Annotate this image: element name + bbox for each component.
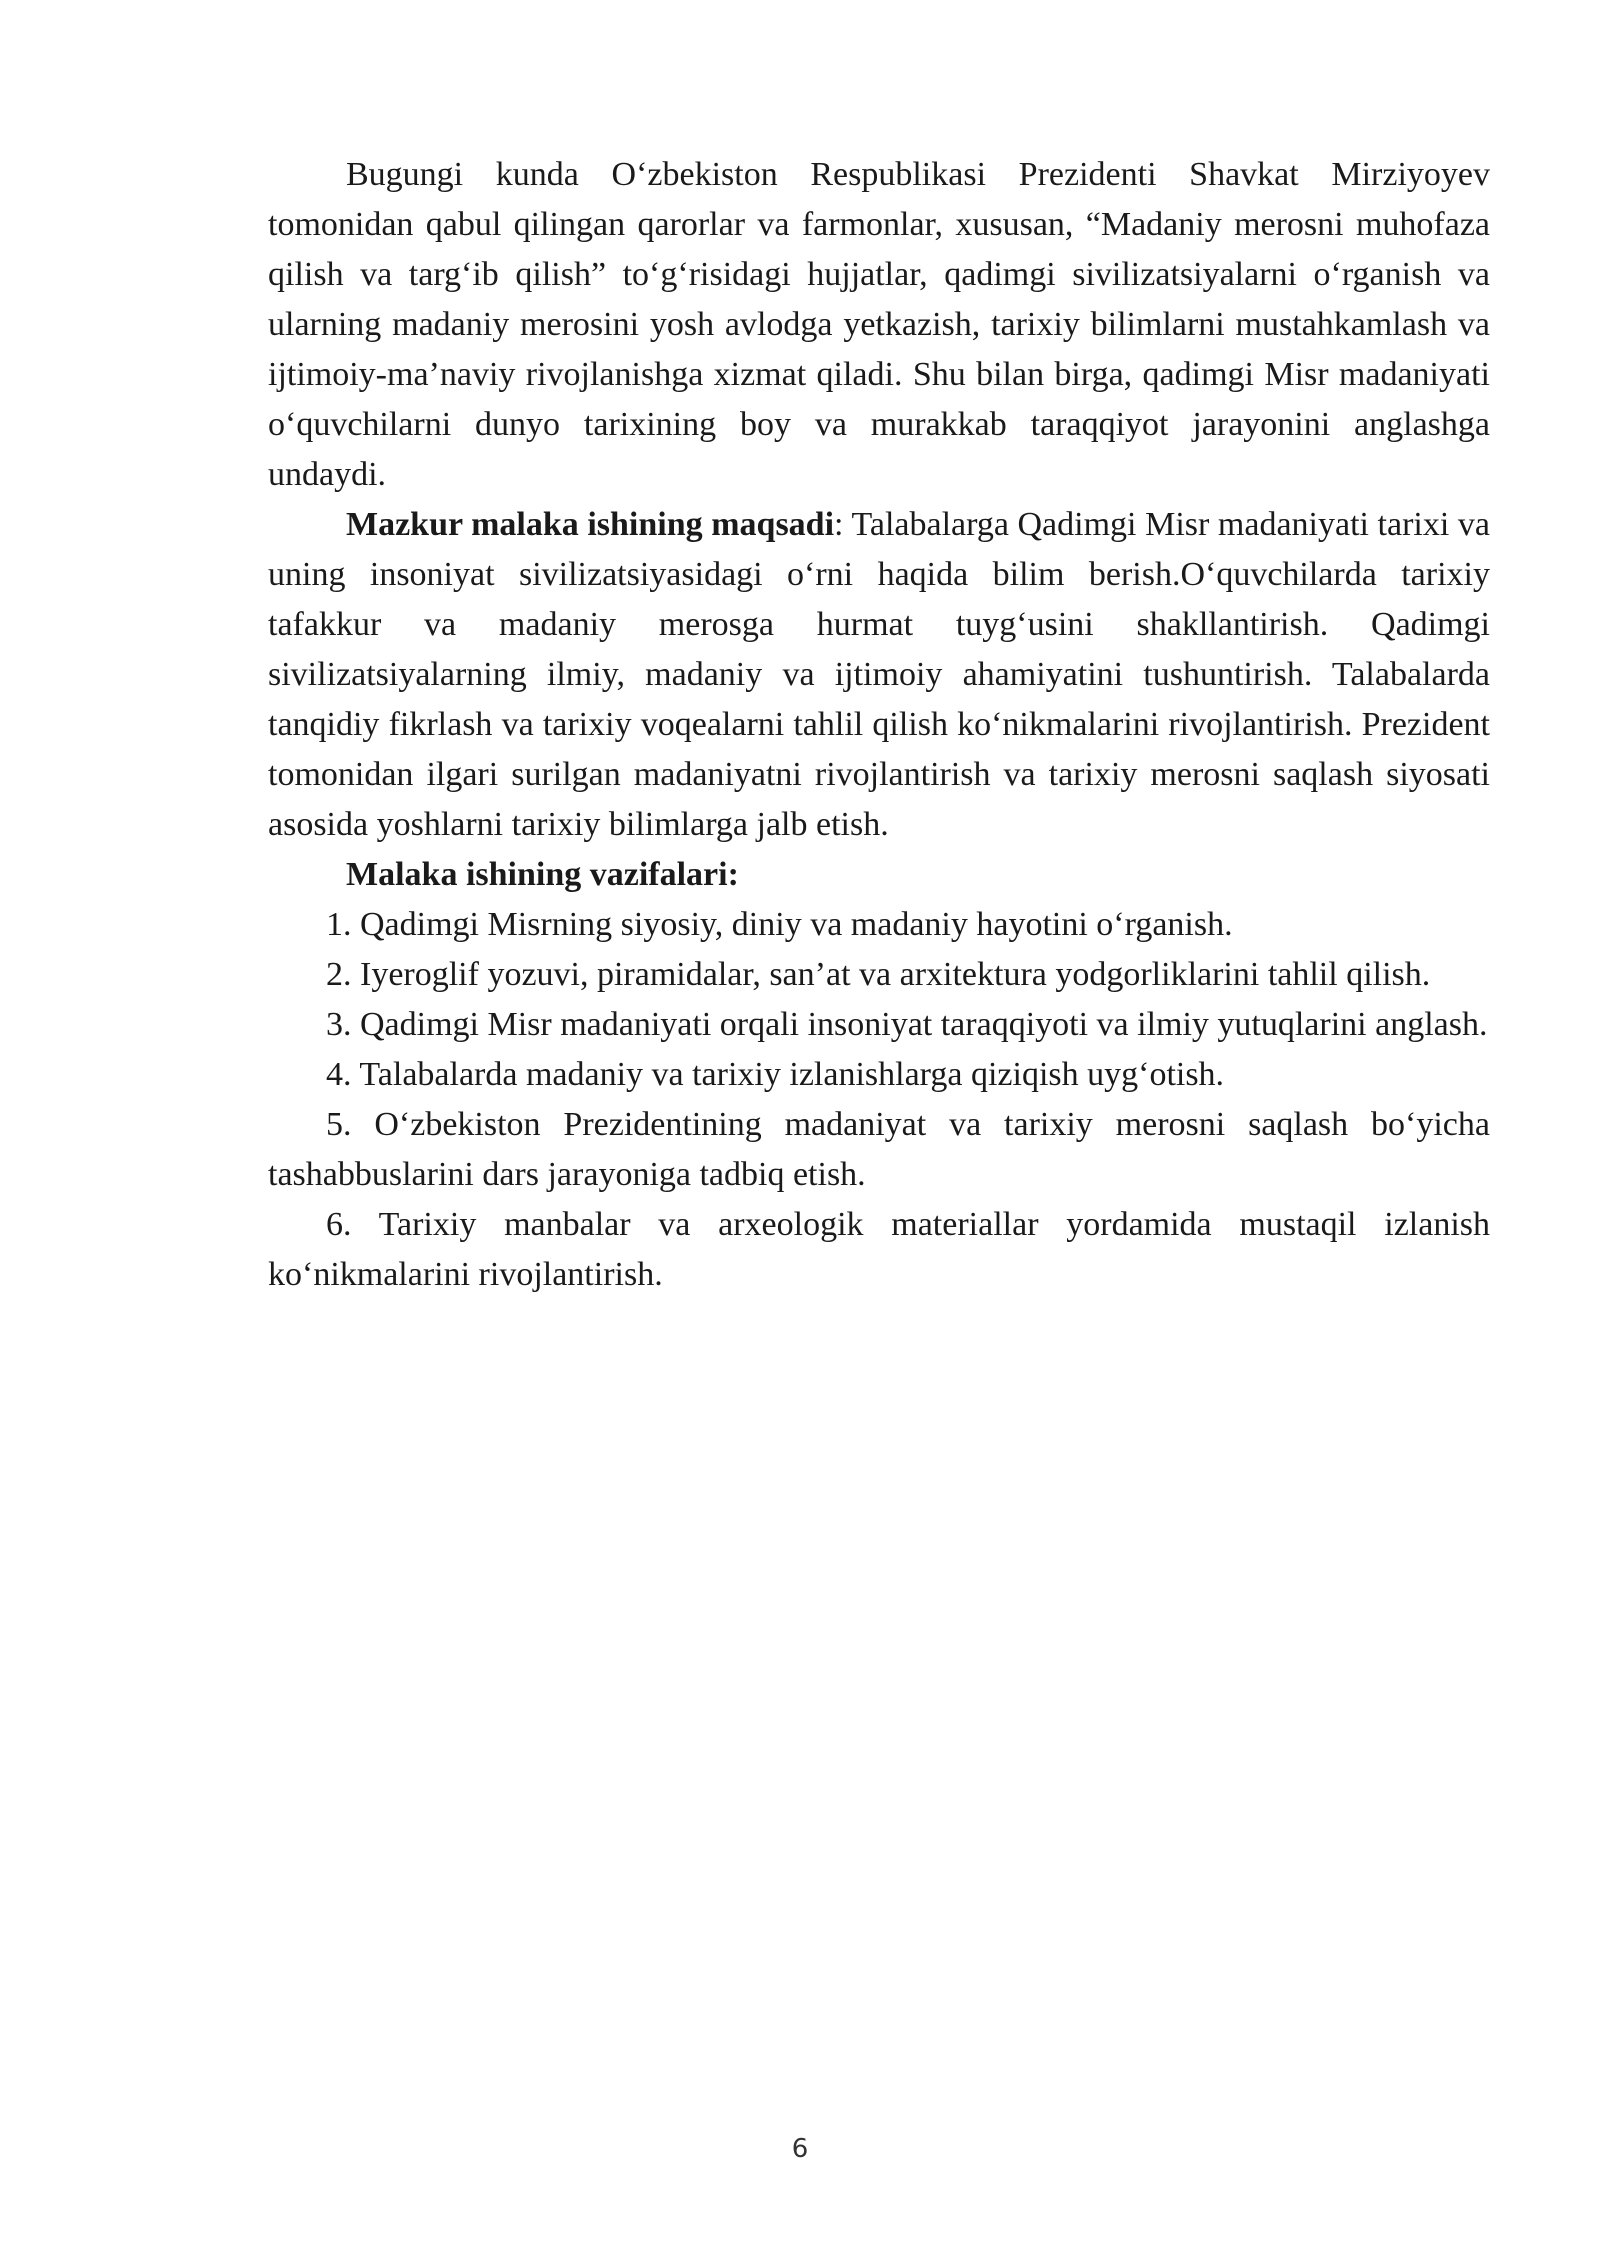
task-item-4: 4. Talabalarda madaniy va tarixiy izlanishlarga qiziqish uyg‘otish.	[326, 1056, 1225, 1093]
document-body	[268, 150, 1490, 1300]
task-item-1: 1. Qadimgi Misrning siyosiy, diniy va madaniy hayotini o‘rganish.	[326, 906, 1233, 943]
task-item-5: 5. O‘zbekiston Prezidentining madaniyat va tarixiy merosni saqlash bo‘yicha tashabbuslarini dars jarayoniga tadbiq etish.	[268, 1106, 1490, 1193]
intro-paragraph: Bugungi kunda O‘zbekiston Respublikasi Prezidenti Shavkat Mirziyoyev tomonidan qabul qilingan qarorlar va farmonlar, xususan, “Madaniy merosni muhofaza qilish va targ‘ib qilish” to‘g‘risidagi hujjatlar, qadimgi sivilizatsiyalarni o‘rganish va ularning madaniy merosini yosh avlodga yetkazish, tarixiy bilimlarni mustahkamlash va ijtimoiy-ma’naviy rivojlanishga xizmat qiladi. Shu bilan birga, qadimgi Misr madaniyati o‘quvchilarni dunyo tarixining boy va murakkab taraqqiyot jarayonini anglashga undaydi.	[268, 156, 1490, 493]
goal-label: Mazkur malaka ishining maqsadi	[346, 506, 835, 543]
page-number: 6	[791, 2134, 809, 2164]
goal-text: : Talabalarga Qadimgi Misr madaniyati tarixi va uning insoniyat sivilizatsiyasidagi o‘rni haqida bilim berish.O‘quvchilarda tarixiy tafakkur va madaniy merosga hurmat tuyg‘usini shakllantirish. Qadimgi sivilizatsiyalarning ilmiy, madaniy va ijtimoiy ahamiyatini tushuntirish. Talabalarda tanqidiy fikrlash va tarixiy voqealarni tahlil qilish ko‘nikmalarini rivojlantirish. Prezident tomonidan ilgari surilgan madaniyatni rivojlantirish va tarixiy merosni saqlash siyosati asosida yoshlarni tarixiy bilimlarga jalb etish.	[268, 506, 1490, 843]
tasks-heading: Malaka ishining vazifalari:	[346, 856, 739, 893]
goal-paragraph	[268, 500, 1490, 850]
task-item-3: 3. Qadimgi Misr madaniyati orqali insoniyat taraqqiyoti va ilmiy yutuqlarini anglash.	[326, 1006, 1488, 1043]
task-item-6: 6. Tarixiy manbalar va arxeologik materiallar yordamida mustaqil izlanish ko‘nikmalarini rivojlantirish.	[268, 1206, 1490, 1293]
task-item-2: 2. Iyeroglif yozuvi, piramidalar, san’at va arxitektura yodgorliklarini tahlil qilish.	[326, 956, 1431, 993]
